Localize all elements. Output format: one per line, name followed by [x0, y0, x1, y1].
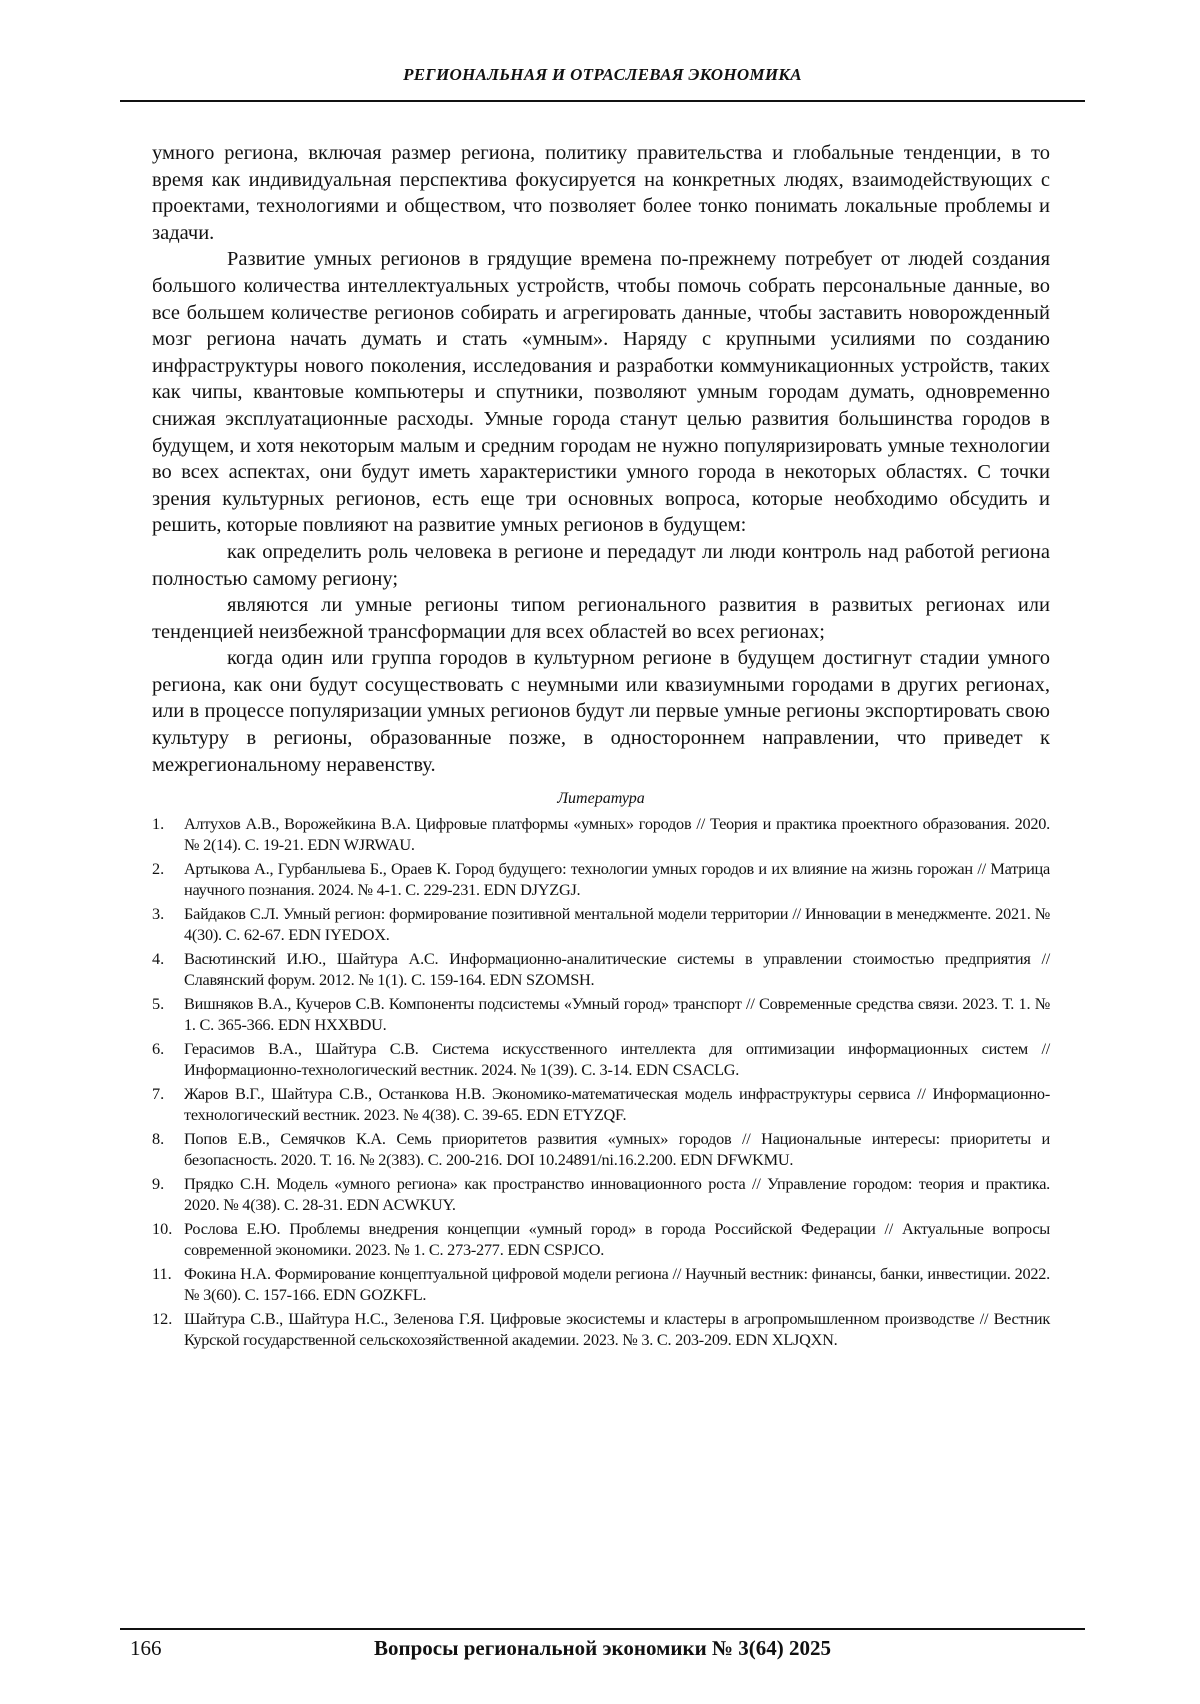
reference-item	[152, 1129, 1050, 1170]
reference-number: 5.	[152, 994, 165, 1014]
reference-text: Артыкова А., Гурбанлыева Б., Ораев К. Город будущего: технологии умных городов и их влияние на жизнь горожан // Матрица научного познания. 2024. № 4-1. С. 229-231. EDN DJYZGJ.	[184, 859, 1050, 899]
paragraph-question: являются ли умные регионы типом регионального развития в развитых регионах или тенденцией неизбежной трансформации для всех областей во всех регионах;	[152, 594, 1050, 643]
paragraph-question: когда один или группа городов в культурном регионе в будущем достигнут стадии умного региона, как они будут сосуществовать с неумными или квазиумными городами в других регионах, или в процессе популяризации умных регионов будут ли первые умные регионы экспортировать свою культуру в регионы, образованные позже, в одностороннем направлении, что приведет к межрегиональному неравенству.	[152, 647, 1050, 776]
reference-number: 7.	[152, 1084, 165, 1104]
reference-number: 3.	[152, 904, 165, 924]
journal-title: Вопросы региональной экономики № 3(64) 2025	[373, 1636, 832, 1660]
reference-number: 6.	[152, 1039, 165, 1059]
reference-number: 9.	[152, 1174, 165, 1194]
reference-text: Рослова Е.Ю. Проблемы внедрения концепции «умный город» в города Российской Федерации // Актуальные вопросы современной экономики. 2023. № 1. С. 273-277. EDN CSPJCO.	[184, 1219, 1050, 1259]
reference-text: Попов Е.В., Семячков К.А. Семь приоритетов развития «умных» городов // Национальные интересы: приоритеты и безопасность. 2020. Т. 16. № 2(383). С. 200-216. DOI 10.24891/ni.16.2.200. EDN DFWKMU.	[184, 1129, 1050, 1169]
reference-text: Алтухов А.В., Ворожейкина В.А. Цифровые платформы «умных» городов // Теория и практика проектного образования. 2020. № 2(14). С. 19-21. EDN WJRWAU.	[184, 814, 1050, 854]
reference-item	[152, 994, 1050, 1035]
reference-text: Герасимов В.А., Шайтура С.В. Система искусственного интеллекта для оптимизации информационных систем // Информационно-технологический вестник. 2024. № 1(39). С. 3-14. EDN CSACLG.	[184, 1039, 1050, 1079]
references-title: Литература	[557, 790, 645, 808]
reference-number: 8.	[152, 1129, 165, 1149]
reference-item	[152, 1039, 1050, 1080]
reference-item	[152, 814, 1050, 855]
references-section	[152, 788, 1050, 1354]
reference-text: Прядко С.Н. Модель «умного региона» как пространство инновационного роста // Управление городом: теория и практика. 2020. № 4(38). С. 28-31. EDN ACWKUY.	[184, 1174, 1050, 1214]
page-number: 166	[130, 1636, 162, 1660]
paragraph-question: как определить роль человека в регионе и передадут ли люди контроль над работой региона полностью самому региону;	[152, 540, 1050, 590]
reference-number: 12.	[152, 1309, 173, 1329]
references-list	[152, 814, 1050, 1350]
running-header: РЕГИОНАЛЬНАЯ И ОТРАСЛЕВАЯ ЭКОНОМИКА	[403, 65, 802, 84]
reference-item	[152, 1084, 1050, 1125]
paragraph: Развитие умных регионов в грядущие времена по-прежнему потребует от людей создания большого количества интеллектуальных устройств, чтобы помочь собрать персональные данные, во все большем количестве регионов собирать и агрегировать данные, чтобы заставить новорожденный мозг региона начать думать и стать «умным». Наряду с крупными усилиями по созданию инфраструктуры нового поколения, исследования и разработки коммуникационных устройств, таких как чипы, квантовые компьютеры и спутники, позволяют умным городам думать, одновременно снижая эксплуатационные расходы. Умные города станут целью развития большинства городов в будущем, и хотя некоторым малым и средним городам не нужно популяризировать умные технологии во всех аспектах, они будут иметь характеристики умного города в некоторых областях. С точки зрения культурных регионов, есть еще три основных вопроса, которые необходимо обсудить и решить, которые повлияют на развитие умных регионов в будущем:	[152, 248, 1050, 537]
reference-item	[152, 949, 1050, 990]
reference-number: 2.	[152, 859, 165, 879]
reference-item	[152, 1219, 1050, 1260]
reference-text: Байдаков С.Л. Умный регион: формирование позитивной ментальной модели территории // Инновации в менеджменте. 2021. № 4(30). С. 62-67. EDN IYEDOX.	[184, 904, 1050, 944]
footer-row	[120, 1630, 1085, 1664]
paragraph: умного региона, включая размер региона, политику правительства и глобальные тенденции, в то время как индивидуальная перспектива фокусируется на конкретных людях, взаимодействующих с проектами, технологиями и обществом, что позволяет более тонко понимать локальные проблемы и задачи.	[152, 142, 1050, 244]
reference-item	[152, 1264, 1050, 1305]
header-divider	[120, 100, 1085, 102]
reference-text: Жаров В.Г., Шайтура С.В., Останкова Н.В. Экономико-математическая модель инфраструктуры сервиса // Информационно-технологический вестник. 2023. № 4(38). С. 39-65. EDN ETYZQF.	[184, 1084, 1050, 1124]
reference-text: Шайтура С.В., Шайтура Н.С., Зеленова Г.Я. Цифровые экосистемы и кластеры в агропромышленном производстве // Вестник Курской государственной сельскохозяйственной академии. 2023. № 3. С. 203-209. EDN XLJQXN.	[184, 1309, 1050, 1349]
reference-number: 4.	[152, 949, 165, 969]
body-text	[152, 140, 1050, 778]
reference-number: 10.	[152, 1219, 173, 1239]
reference-item	[152, 859, 1050, 900]
reference-number: 11.	[152, 1264, 172, 1284]
reference-item	[152, 1174, 1050, 1215]
reference-text: Васютинский И.Ю., Шайтура А.С. Информационно-аналитические системы в управлении стоимостью предприятия // Славянский форум. 2012. № 1(1). С. 159-164. EDN SZOMSH.	[184, 949, 1050, 989]
reference-item	[152, 1309, 1050, 1350]
page-footer	[120, 1588, 1085, 1664]
reference-number: 1.	[152, 814, 165, 834]
reference-text: Фокина Н.А. Формирование концептуальной цифровой модели региона // Научный вестник: финансы, банки, инвестиции. 2022. № 3(60). С. 157-166. EDN GOZKFL.	[184, 1264, 1050, 1304]
reference-item	[152, 904, 1050, 945]
reference-text: Вишняков В.А., Кучеров С.В. Компоненты подсистемы «Умный город» транспорт // Современные средства связи. 2023. Т. 1. № 1. С. 365-366. EDN HXXBDU.	[184, 994, 1050, 1034]
